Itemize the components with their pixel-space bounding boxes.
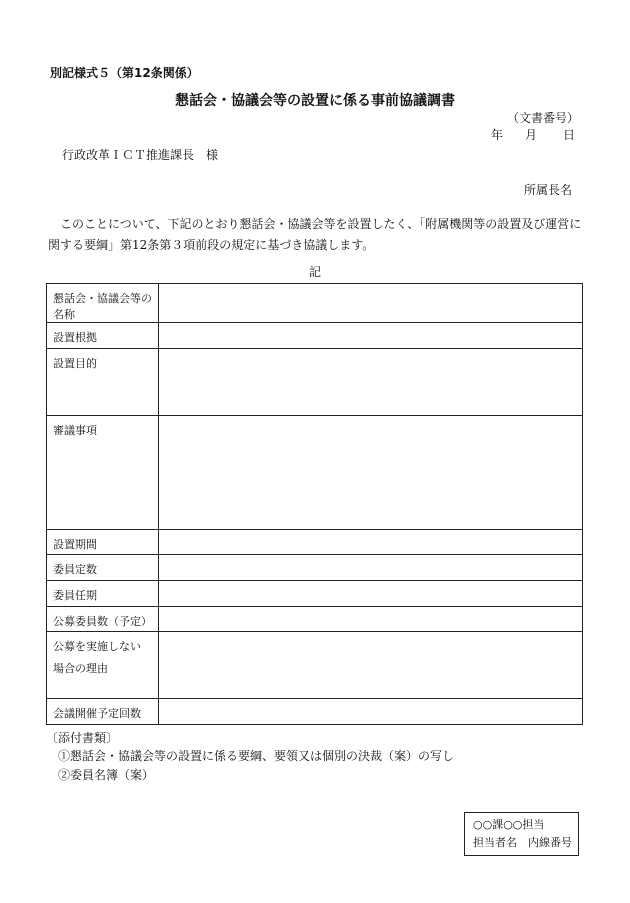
table-row — [47, 607, 583, 632]
row-label-line2: 場合の理由 — [53, 662, 108, 675]
document-title: 懇話会・協議会等の設置に係る事前協議調書 — [175, 93, 455, 109]
row-value-cell[interactable] — [159, 284, 583, 323]
row-value-cell[interactable] — [159, 581, 583, 607]
contact-section: ○○課○○担当 — [473, 818, 545, 831]
row-label: 委員任期 — [47, 581, 159, 607]
contact-person: 担当者名 内線番号 — [473, 836, 572, 849]
body-paragraph: このことについて、下記のとおり懇話会・協議会等を設置したく、「附属機関等の設置及び運営に関する要綱」第12条第３項前段の規定に基づき協議します。 — [48, 217, 582, 252]
row-value-cell[interactable] — [159, 530, 583, 555]
consultation-table — [46, 283, 583, 725]
row-value-cell[interactable] — [159, 607, 583, 632]
row-label: 公募委員数（予定） — [47, 607, 159, 632]
attachment-item: ②委員名簿（案） — [58, 768, 155, 782]
attachment-item: ①懇話会・協議会等の設置に係る要綱、要領又は個別の決裁（案）の写し — [58, 749, 455, 763]
row-label: 会議開催予定回数 — [47, 699, 159, 725]
row-label: 懇話会・協議会等の名称 — [47, 284, 159, 323]
row-value-cell[interactable] — [159, 416, 583, 530]
table-row — [47, 632, 583, 699]
ki-marker: 記 — [308, 265, 321, 279]
table-row — [47, 284, 583, 323]
attachments-heading: 〔添付書類〕 — [46, 731, 119, 745]
row-label: 設置目的 — [47, 349, 159, 416]
row-value-cell[interactable] — [159, 699, 583, 725]
table-row — [47, 555, 583, 581]
document-number-label: （文書番号） — [507, 111, 580, 125]
contact-box — [464, 812, 579, 856]
table-row — [47, 699, 583, 725]
table-row — [47, 349, 583, 416]
table-row — [47, 416, 583, 530]
date-month-label: 月 — [525, 128, 538, 142]
date-day-label: 日 — [563, 128, 576, 142]
row-label: 設置期間 — [47, 530, 159, 555]
row-label — [47, 632, 159, 699]
row-value-cell[interactable] — [159, 323, 583, 349]
table-row — [47, 530, 583, 555]
row-value-cell[interactable] — [159, 555, 583, 581]
table-row — [47, 323, 583, 349]
addressee: 行政改革ＩＣＴ推進課長 様 — [62, 148, 219, 162]
form-id: 別記様式５（第12条関係） — [50, 66, 199, 80]
date-year-label: 年 — [491, 128, 504, 142]
row-label-line1: 公募を実施しない — [53, 640, 141, 653]
row-value-cell[interactable] — [159, 349, 583, 416]
table-row — [47, 581, 583, 607]
row-value-cell[interactable] — [159, 632, 583, 699]
row-label: 設置根拠 — [47, 323, 159, 349]
row-label: 審議事項 — [47, 416, 159, 530]
row-label: 委員定数 — [47, 555, 159, 581]
sender-name-label: 所属長名 — [524, 183, 573, 197]
